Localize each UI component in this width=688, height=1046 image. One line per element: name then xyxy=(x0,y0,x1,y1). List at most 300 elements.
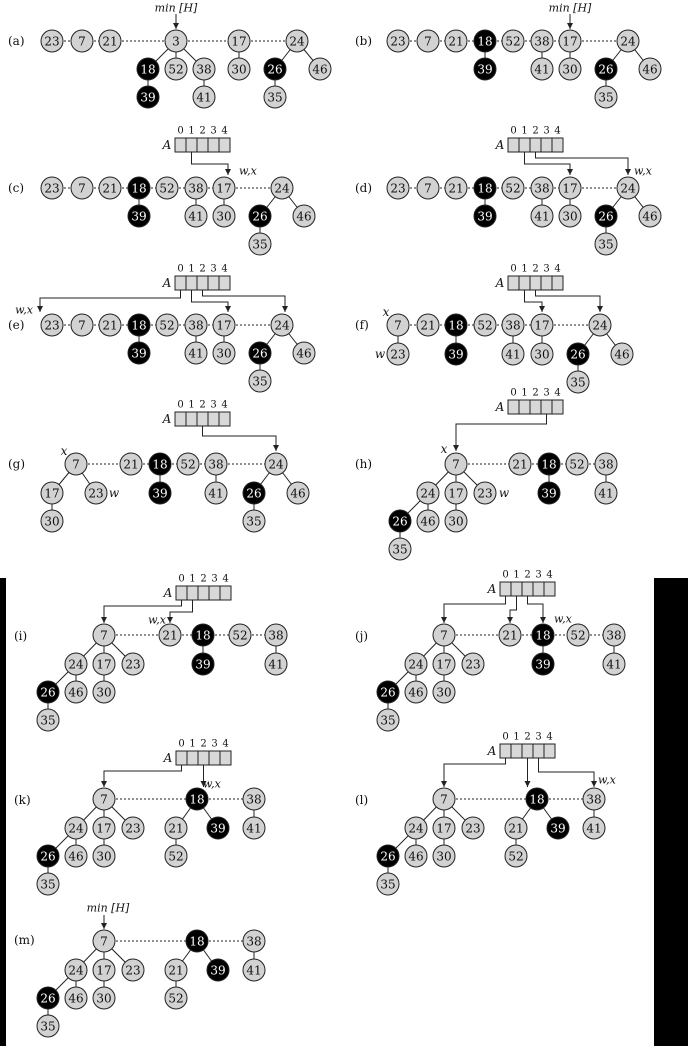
node-key: 35 xyxy=(598,90,614,105)
node-key: 24 xyxy=(68,963,84,978)
arrow-head xyxy=(282,306,288,312)
node-key: 38 xyxy=(196,62,212,77)
node-key: 30 xyxy=(534,347,550,362)
node-key: 41 xyxy=(534,62,550,77)
node-key: 38 xyxy=(246,792,262,807)
arrow-head xyxy=(101,617,107,623)
node-key: 35 xyxy=(392,542,408,557)
array-index: 3 xyxy=(210,263,217,275)
node-key: 23 xyxy=(465,821,481,836)
node-key: 38 xyxy=(586,792,602,807)
node-key: 38 xyxy=(188,318,204,333)
node-key: 39 xyxy=(195,657,211,672)
node-key: 35 xyxy=(252,237,268,252)
node-key: 23 xyxy=(390,181,406,196)
array-name: A xyxy=(163,751,173,765)
node-key: 3 xyxy=(172,34,180,49)
node-key: 41 xyxy=(534,209,550,224)
node-key: 52 xyxy=(508,849,524,864)
array-index: 1 xyxy=(513,569,520,581)
node-key: 26 xyxy=(598,209,614,224)
arrow-head xyxy=(591,781,597,787)
array-name: A xyxy=(495,276,505,290)
array-index: 3 xyxy=(543,125,550,137)
node-key: 7 xyxy=(394,318,402,333)
panel-label: (g) xyxy=(8,457,26,471)
node-key: 30 xyxy=(436,685,452,700)
arrow-head xyxy=(225,169,231,175)
arrow-head xyxy=(273,445,279,451)
node-key: 17 xyxy=(216,181,232,196)
array-cell xyxy=(544,582,555,596)
x-label: x xyxy=(440,442,448,456)
panel-label: (d) xyxy=(355,181,373,195)
min-pointer-label: min [H] xyxy=(154,1,198,15)
node-key: 30 xyxy=(562,62,578,77)
node-key: 23 xyxy=(125,657,141,672)
node-key: 38 xyxy=(188,181,204,196)
node-key: 26 xyxy=(252,346,268,361)
array-index: 1 xyxy=(521,263,528,275)
w-label: w xyxy=(498,486,510,500)
panel-label: (f) xyxy=(355,318,369,332)
node-key: 23 xyxy=(465,657,481,672)
node-key: 23 xyxy=(44,34,60,49)
node-key: 41 xyxy=(196,90,212,105)
arrow-head xyxy=(441,617,447,623)
node-key: 7 xyxy=(424,181,432,196)
node-key: 39 xyxy=(550,821,566,836)
node-key: 41 xyxy=(606,657,622,672)
node-key: 26 xyxy=(570,347,586,362)
node-key: 30 xyxy=(562,209,578,224)
node-key: 17 xyxy=(231,34,247,49)
node-key: 24 xyxy=(68,821,84,836)
node-key: 41 xyxy=(208,486,224,501)
node-key: 39 xyxy=(535,657,551,672)
panel-label: (l) xyxy=(355,793,369,807)
node-key: 17 xyxy=(534,318,550,333)
array-index: 0 xyxy=(510,125,517,137)
node-key: 24 xyxy=(620,34,636,49)
array-cell xyxy=(197,412,208,426)
node-key: 7 xyxy=(78,34,86,49)
node-key: 39 xyxy=(541,486,557,501)
array-index: 0 xyxy=(177,399,184,411)
wx-label: w,x xyxy=(239,164,257,178)
node-key: 23 xyxy=(477,486,493,501)
node-key: 18 xyxy=(152,457,168,472)
node-key: 46 xyxy=(296,346,312,361)
node-key: 26 xyxy=(246,486,262,501)
node-key: 17 xyxy=(448,486,464,501)
node-key: 41 xyxy=(586,821,602,836)
node-key: 24 xyxy=(274,181,290,196)
arrow-head xyxy=(567,23,573,29)
array-cell xyxy=(522,744,533,758)
array-cell xyxy=(508,138,519,152)
node-key: 38 xyxy=(505,318,521,333)
array-index: 2 xyxy=(200,573,207,585)
arrow-head xyxy=(225,306,231,312)
node-key: 52 xyxy=(168,849,184,864)
node-key: 18 xyxy=(448,318,464,333)
pointer-arrow xyxy=(539,758,595,787)
node-key: 24 xyxy=(620,181,636,196)
node-key: 39 xyxy=(140,90,156,105)
node-key: 17 xyxy=(436,821,452,836)
node-key: 39 xyxy=(448,347,464,362)
node-key: 17 xyxy=(96,657,112,672)
min-pointer-label: min [H] xyxy=(548,1,592,15)
node-key: 7 xyxy=(100,934,108,949)
array-cell xyxy=(519,276,530,290)
node-key: 38 xyxy=(534,181,550,196)
panel-label: (k) xyxy=(14,793,31,807)
node-key: 30 xyxy=(96,849,112,864)
node-key: 35 xyxy=(380,713,396,728)
node-key: 7 xyxy=(100,792,108,807)
node-key: 17 xyxy=(436,657,452,672)
node-key: 35 xyxy=(570,375,586,390)
array-name: A xyxy=(162,412,172,426)
node-key: 7 xyxy=(78,318,86,333)
array-index: 2 xyxy=(524,569,531,581)
node-key: 46 xyxy=(408,685,424,700)
x-label: x xyxy=(382,305,390,319)
array-cell xyxy=(511,744,522,758)
node-key: 23 xyxy=(44,318,60,333)
pointer-arrow xyxy=(203,290,286,312)
node-key: 7 xyxy=(78,181,86,196)
node-key: 24 xyxy=(420,486,436,501)
array-cell xyxy=(530,400,541,414)
panel-label: (m) xyxy=(14,933,35,947)
array-cell xyxy=(186,276,197,290)
arrow-head xyxy=(539,306,545,312)
array-index: 4 xyxy=(554,125,561,137)
array-index: 1 xyxy=(189,738,196,750)
array-index: 0 xyxy=(177,263,184,275)
array-cell xyxy=(197,276,208,290)
node-key: 35 xyxy=(40,877,56,892)
panel-label: (e) xyxy=(8,318,25,332)
node-key: 7 xyxy=(100,628,108,643)
node-key: 46 xyxy=(312,62,328,77)
array-index: 1 xyxy=(521,387,528,399)
node-key: 7 xyxy=(440,628,448,643)
node-key: 24 xyxy=(592,318,608,333)
node-key: 38 xyxy=(208,457,224,472)
arrow-head xyxy=(101,781,107,787)
arrow-head xyxy=(540,617,546,623)
node-key: 39 xyxy=(210,963,226,978)
node-key: 7 xyxy=(424,34,432,49)
node-key: 21 xyxy=(502,628,518,643)
node-key: 21 xyxy=(162,628,178,643)
array-cell xyxy=(544,744,555,758)
array-index: 4 xyxy=(222,738,229,750)
node-key: 46 xyxy=(68,849,84,864)
node-key: 21 xyxy=(168,963,184,978)
node-key: 26 xyxy=(40,991,56,1006)
node-key: 46 xyxy=(614,347,630,362)
node-key: 23 xyxy=(125,963,141,978)
node-key: 38 xyxy=(268,628,284,643)
array-index: 0 xyxy=(502,569,509,581)
node-key: 26 xyxy=(380,849,396,864)
node-key: 41 xyxy=(505,347,521,362)
array-index: 0 xyxy=(502,731,509,743)
node-key: 38 xyxy=(534,34,550,49)
array-cell xyxy=(519,138,530,152)
array-cell xyxy=(198,751,209,765)
node-key: 35 xyxy=(246,514,262,529)
array-cell xyxy=(208,138,219,152)
node-key: 18 xyxy=(189,934,205,949)
node-key: 41 xyxy=(598,486,614,501)
array-cell xyxy=(511,582,522,596)
node-key: 18 xyxy=(477,34,493,49)
node-key: 38 xyxy=(606,628,622,643)
array-index: 4 xyxy=(222,573,229,585)
array-index: 1 xyxy=(513,731,520,743)
array-cell xyxy=(186,412,197,426)
array-cell xyxy=(220,751,231,765)
array-cell xyxy=(219,138,230,152)
node-key: 7 xyxy=(440,792,448,807)
node-key: 26 xyxy=(252,209,268,224)
w-label: w xyxy=(108,486,120,500)
wx-label: w,x xyxy=(634,164,652,178)
array-cell xyxy=(197,138,208,152)
node-key: 30 xyxy=(96,685,112,700)
pointer-arrow xyxy=(528,596,544,623)
node-key: 21 xyxy=(102,318,118,333)
node-key: 26 xyxy=(380,685,396,700)
panel-label: (c) xyxy=(8,181,25,195)
array-name: A xyxy=(495,138,505,152)
array-cell xyxy=(530,276,541,290)
node-key: 18 xyxy=(477,181,493,196)
min-pointer-label: min [H] xyxy=(86,901,130,915)
wx-label: w,x xyxy=(598,773,616,787)
node-key: 23 xyxy=(390,347,406,362)
node-key: 30 xyxy=(216,209,232,224)
array-cell xyxy=(500,582,511,596)
node-key: 17 xyxy=(562,34,578,49)
array-name: A xyxy=(162,138,172,152)
node-key: 7 xyxy=(72,457,80,472)
array-cell xyxy=(533,744,544,758)
array-cell xyxy=(552,276,563,290)
array-cell xyxy=(176,751,187,765)
array-index: 1 xyxy=(188,125,195,137)
node-key: 52 xyxy=(477,318,493,333)
node-key: 18 xyxy=(541,457,557,472)
wx-label: w,x xyxy=(203,777,221,791)
node-key: 52 xyxy=(180,457,196,472)
array-index: 2 xyxy=(199,125,206,137)
arrow-head xyxy=(37,306,43,312)
array-cell xyxy=(508,276,519,290)
node-key: 52 xyxy=(232,628,248,643)
array-index: 4 xyxy=(221,399,228,411)
pointer-arrow xyxy=(525,152,571,175)
node-key: 18 xyxy=(131,181,147,196)
array-index: 0 xyxy=(177,125,184,137)
x-label: x xyxy=(60,444,68,458)
node-key: 52 xyxy=(159,181,175,196)
arrow-head xyxy=(567,169,573,175)
node-key: 21 xyxy=(512,457,528,472)
array-cell xyxy=(552,400,563,414)
array-cell xyxy=(209,586,220,600)
array-cell xyxy=(552,138,563,152)
node-key: 21 xyxy=(508,821,524,836)
panel-label: (j) xyxy=(355,629,369,643)
pointer-arrow xyxy=(192,152,229,175)
array-name: A xyxy=(163,586,173,600)
array-index: 3 xyxy=(543,387,550,399)
arrow-head xyxy=(525,781,531,787)
array-index: 3 xyxy=(543,263,550,275)
node-key: 35 xyxy=(40,1019,56,1034)
node-key: 35 xyxy=(598,237,614,252)
pointer-arrow xyxy=(40,290,181,312)
node-key: 26 xyxy=(598,62,614,77)
array-index: 4 xyxy=(554,387,561,399)
pointer-arrow xyxy=(192,290,229,312)
node-key: 46 xyxy=(420,514,436,529)
array-index: 1 xyxy=(188,263,195,275)
array-cell xyxy=(220,586,231,600)
pointer-arrow xyxy=(525,290,543,312)
node-key: 18 xyxy=(140,62,156,77)
node-key: 30 xyxy=(216,346,232,361)
array-index: 4 xyxy=(546,731,553,743)
pointer-arrow xyxy=(203,426,277,451)
array-cell xyxy=(175,276,186,290)
node-key: 52 xyxy=(168,62,184,77)
panel-label: (a) xyxy=(8,34,25,48)
node-key: 24 xyxy=(408,657,424,672)
array-name: A xyxy=(487,582,497,596)
node-key: 21 xyxy=(420,318,436,333)
panel-label: (h) xyxy=(355,457,373,471)
array-index: 0 xyxy=(178,573,185,585)
array-cell xyxy=(541,276,552,290)
node-key: 30 xyxy=(44,514,60,529)
node-key: 39 xyxy=(131,346,147,361)
array-index: 2 xyxy=(532,263,539,275)
node-key: 21 xyxy=(102,34,118,49)
array-index: 1 xyxy=(189,573,196,585)
node-key: 23 xyxy=(44,181,60,196)
node-key: 18 xyxy=(131,318,147,333)
array-cell xyxy=(508,400,519,414)
array-cell xyxy=(519,400,530,414)
node-key: 30 xyxy=(96,991,112,1006)
wx-label: w,x xyxy=(15,303,33,317)
array-index: 2 xyxy=(532,387,539,399)
node-key: 41 xyxy=(246,963,262,978)
node-key: 39 xyxy=(131,209,147,224)
array-index: 2 xyxy=(532,125,539,137)
node-key: 38 xyxy=(246,934,262,949)
array-index: 3 xyxy=(210,399,217,411)
node-key: 46 xyxy=(642,62,658,77)
node-key: 21 xyxy=(123,457,139,472)
wx-label: w,x xyxy=(148,613,166,627)
node-key: 41 xyxy=(268,657,284,672)
array-index: 3 xyxy=(211,738,218,750)
pointer-arrow xyxy=(444,758,506,787)
array-cell xyxy=(219,276,230,290)
node-key: 39 xyxy=(477,62,493,77)
array-cell xyxy=(541,138,552,152)
node-key: 46 xyxy=(68,991,84,1006)
node-key: 23 xyxy=(88,486,104,501)
node-key: 39 xyxy=(477,209,493,224)
node-key: 52 xyxy=(505,34,521,49)
array-cell xyxy=(198,586,209,600)
node-key: 35 xyxy=(380,877,396,892)
node-key: 24 xyxy=(274,318,290,333)
array-cell xyxy=(533,582,544,596)
array-name: A xyxy=(162,276,172,290)
array-index: 4 xyxy=(221,263,228,275)
panel-label: (b) xyxy=(355,34,373,48)
node-key: 24 xyxy=(68,657,84,672)
arrow-head xyxy=(441,781,447,787)
pointer-arrow xyxy=(456,414,547,451)
pointer-arrow xyxy=(536,290,601,312)
wx-label: w,x xyxy=(554,612,572,626)
pointer-arrow xyxy=(104,765,182,787)
array-index: 2 xyxy=(199,263,206,275)
node-key: 26 xyxy=(267,62,283,77)
array-index: 0 xyxy=(178,738,185,750)
array-cell xyxy=(541,400,552,414)
node-key: 21 xyxy=(102,181,118,196)
node-key: 17 xyxy=(96,821,112,836)
array-index: 1 xyxy=(521,125,528,137)
node-key: 30 xyxy=(448,514,464,529)
node-key: 17 xyxy=(562,181,578,196)
array-index: 2 xyxy=(200,738,207,750)
node-key: 52 xyxy=(505,181,521,196)
arrow-head xyxy=(167,617,173,623)
node-key: 24 xyxy=(268,457,284,472)
node-key: 52 xyxy=(168,991,184,1006)
w-label: w xyxy=(374,347,386,361)
array-cell xyxy=(187,586,198,600)
array-cell xyxy=(530,138,541,152)
node-key: 23 xyxy=(390,34,406,49)
arrow-head xyxy=(453,445,459,451)
node-key: 52 xyxy=(569,457,585,472)
node-key: 21 xyxy=(448,34,464,49)
panel-label: (i) xyxy=(14,629,28,643)
node-key: 23 xyxy=(125,821,141,836)
array-name: A xyxy=(487,744,497,758)
pointer-arrow xyxy=(444,596,506,623)
array-index: 0 xyxy=(510,263,517,275)
node-key: 41 xyxy=(188,346,204,361)
node-key: 18 xyxy=(189,792,205,807)
array-cell xyxy=(208,276,219,290)
